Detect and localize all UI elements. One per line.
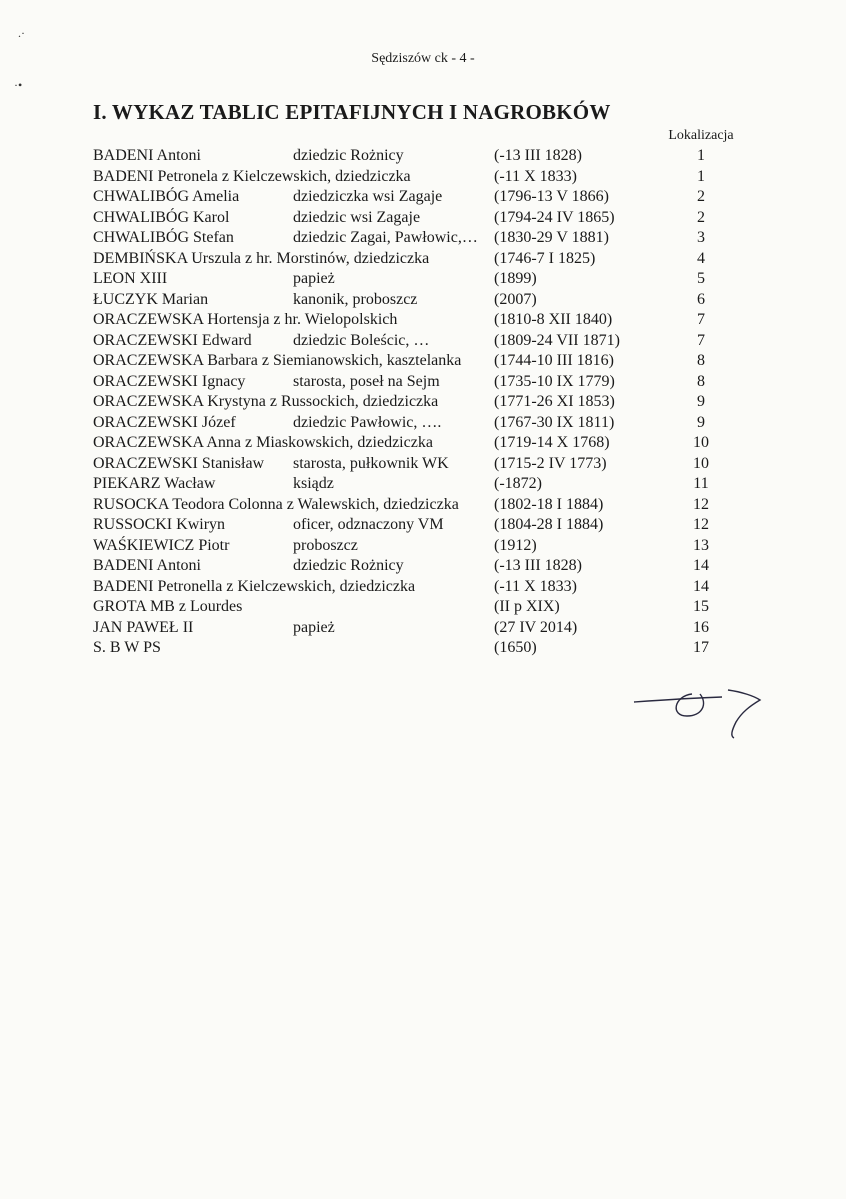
entry-location: 3 [697,229,705,246]
entry-role: starosta, poseł na Sejm [293,372,440,390]
entry-name: DEMBIŃSKA Urszula z hr. Morstinów, dziedziczka [93,249,430,267]
entry-name: ŁUCZYK Marian [93,290,209,308]
entry-location: 2 [697,188,705,205]
entry-location: 9 [697,413,705,431]
entry-location: 8 [697,352,705,369]
epitaph-list [0,146,846,659]
entry-location: 14 [693,557,709,574]
list-item [0,454,846,475]
entry-name: ORACZEWSKA Krystyna z Russockich, dziedziczka [93,393,439,410]
entry-location: 12 [693,516,709,533]
entry-role: oficer, odznaczony VM [293,516,444,533]
entry-date: (-1872) [494,475,542,492]
list-item [0,618,846,639]
entry-role: papież [293,270,335,287]
entry-name: CHWALIBÓG Stefan [93,229,234,246]
entry-date: (1715-2 IV 1773) [494,454,607,472]
entry-date: (-11 X 1833) [494,577,577,595]
entry-name: BADENI Antoni [93,557,201,574]
entry-name: ORACZEWSKA Barbara z Siemianowskich, kasztelanka [93,352,462,369]
entry-location: 2 [697,208,705,226]
entry-name: JAN PAWEŁ II [93,618,194,636]
entry-role: ksiądz [293,475,334,492]
entry-location: 1 [697,167,705,185]
entry-date: (1830-29 V 1881) [494,229,609,246]
list-item [0,290,846,311]
entry-date: (1735-10 IX 1779) [494,372,615,390]
entry-name: CHWALIBÓG Amelia [93,188,240,205]
entry-date: (1767-30 IX 1811) [494,413,615,431]
entry-location: 17 [693,639,709,656]
entry-name: ORACZEWSKA Hortensja z hr. Wielopolskich [93,311,398,328]
list-item [0,474,846,495]
entry-role: dziedzic Boleścic, … [293,331,430,349]
entry-location: 5 [697,270,705,287]
entry-name: LEON XIII [93,270,168,287]
entry-date: (1771-26 XI 1853) [494,393,615,410]
entry-date: (27 IV 2014) [494,618,578,636]
handwritten-signature [632,680,772,740]
entry-location: 16 [693,618,709,636]
list-item [0,249,846,270]
entry-name: PIEKARZ Wacław [93,475,216,492]
list-item [0,597,846,618]
entry-role: proboszcz [293,536,358,554]
entry-name: RUSOCKA Teodora Colonna z Walewskich, dziedziczka [93,495,459,513]
list-item [0,310,846,331]
list-item [0,577,846,598]
list-item [0,208,846,229]
list-item [0,515,846,536]
entry-name: ORACZEWSKI Józef [93,413,236,431]
entry-location: 10 [693,454,709,472]
entry-location: 10 [693,434,709,451]
entry-location: 8 [697,372,705,390]
entry-date: (1746-7 I 1825) [494,249,596,267]
list-item [0,556,846,577]
entry-location: 7 [697,331,705,349]
list-item [0,187,846,208]
location-column-header: Lokalizacja [668,128,734,143]
entry-date: (1804-28 I 1884) [494,516,604,533]
entry-date: (-13 III 1828) [494,147,582,164]
entry-date: (1796-13 V 1866) [494,188,609,205]
entry-name: BADENI Antoni [93,147,201,164]
entry-name: ORACZEWSKI Edward [93,331,252,349]
entry-date: (1802-18 I 1884) [494,495,604,513]
list-item [0,638,846,659]
list-item [0,433,846,454]
list-item [0,331,846,352]
list-item [0,495,846,516]
entry-name: BADENI Petronela z Kielczewskich, dziedziczka [93,167,411,185]
entry-name: BADENI Petronella z Kielczewskich, dziedziczka [93,577,416,595]
entry-date: (-13 III 1828) [494,557,582,574]
list-item [0,413,846,434]
entry-date: (1744-10 III 1816) [494,352,614,369]
entry-date: (1912) [494,536,537,554]
list-item [0,269,846,290]
entry-name: GROTA MB z Lourdes [93,598,243,615]
entry-location: 14 [693,577,709,595]
entry-name: WAŚKIEWICZ Piotr [93,536,230,554]
entry-role: dziedzic wsi Zagaje [293,208,421,226]
entry-date: (1794-24 IV 1865) [494,208,615,226]
entry-name: ORACZEWSKI Ignacy [93,372,246,390]
entry-date: (-11 X 1833) [494,167,577,185]
entry-location: 1 [697,147,705,164]
entry-role: starosta, pułkownik WK [293,454,449,472]
entry-location: 12 [693,495,709,513]
list-item [0,228,846,249]
entry-date: (II p XIX) [494,598,560,615]
entry-location: 4 [697,249,705,267]
list-item [0,536,846,557]
list-item [0,167,846,188]
page-title: I. WYKAZ TABLIC EPITAFIJNYCH I NAGROBKÓW [93,100,611,124]
entry-role: dziedziczka wsi Zagaje [293,188,443,205]
page-header: Sędziszów ck - 4 - [371,51,475,66]
entry-role: kanonik, proboszcz [293,290,418,308]
entry-date: (1809-24 VII 1871) [494,331,620,349]
entry-name: S. B W PS [93,639,161,656]
entry-role: dziedzic Pawłowic, …. [293,413,442,431]
entry-date: (2007) [494,290,537,308]
entry-role: dziedzic Zagai, Pawłowic,… [293,229,478,246]
entry-name: ORACZEWSKA Anna z Miaskowskich, dziedziczka [93,434,433,451]
entry-location: 13 [693,536,709,554]
list-item [0,392,846,413]
entry-date: (1650) [494,639,537,656]
entry-role: dziedzic Rożnicy [293,147,404,164]
entry-role: dziedzic Rożnicy [293,557,404,574]
entry-location: 15 [693,598,709,615]
scan-speck: ·• [14,78,23,92]
entry-name: ORACZEWSKI Stanisław [93,454,265,472]
entry-role: papież [293,618,335,636]
entry-location: 11 [693,475,709,492]
list-item [0,146,846,167]
entry-date: (1719-14 X 1768) [494,434,610,451]
entry-name: RUSSOCKI Kwiryn [93,516,226,533]
entry-location: 9 [697,393,705,410]
entry-name: CHWALIBÓG Karol [93,208,230,226]
entry-date: (1899) [494,270,537,287]
entry-location: 6 [697,290,705,308]
entry-location: 7 [697,311,705,328]
list-item [0,351,846,372]
list-item [0,372,846,393]
entry-date: (1810-8 XII 1840) [494,311,613,328]
scan-speck: .· [18,26,25,40]
